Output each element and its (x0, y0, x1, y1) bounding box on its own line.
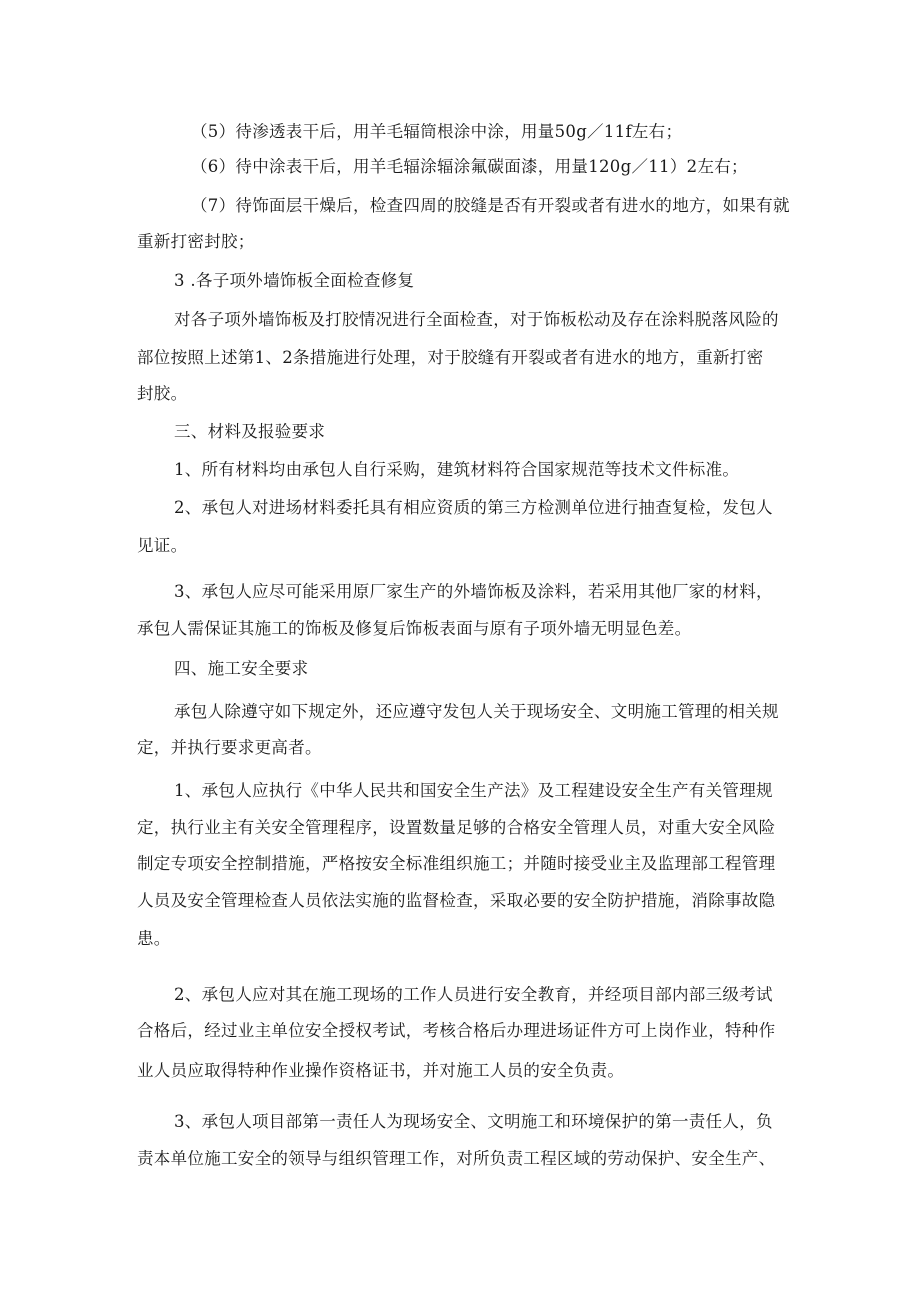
paragraph-line: 3、承包人应尽可能采用原厂家生产的外墙饰板及涂料，若采用其他厂家的材料， (174, 582, 773, 601)
paragraph-line: 患。 (137, 929, 171, 948)
paragraph-line: 重新打密封胶； (137, 232, 255, 251)
paragraph-line: 1、承包人应执行《中华人民共和国安全生产法》及工程建设安全生产有关管理规 (174, 781, 773, 800)
paragraph-line: 业人员应取得特种作业操作资格证书，并对施工人员的安全负责。 (137, 1061, 625, 1080)
paragraph-line: 封胶。 (137, 384, 188, 403)
paragraph-line: 责本单位施工安全的领导与组织管理工作，对所负责工程区域的劳动保护、安全生产、 (137, 1149, 776, 1168)
paragraph-line: 1、所有材料均由承包人自行采购，建筑材料符合国家规范等技术文件标准。 (174, 460, 740, 479)
paragraph-line: 合格后，经过业主单位安全授权考试，考核合格后办理进场证件方可上岗作业，特种作 (137, 1021, 776, 1040)
paragraph-line: （6）待中涂表干后，用羊毛辐涂辐涂氟碳面漆，用量120g／11）2左右； (191, 157, 748, 176)
paragraph-line: 定，执行业主有关安全管理程序，设置数量足够的合格安全管理人员，对重大安全风险 (137, 818, 776, 837)
paragraph-line: 承包人除遵守如下规定外，还应遵守发包人关于现场安全、文明施工管理的相关规 (174, 702, 779, 721)
paragraph-line: 部位按照上述第1、2条措施进行处理，对于胶缝有开裂或者有进水的地方，重新打密 (137, 348, 764, 367)
paragraph-line: 人员及安全管理检查人员依法实施的监督检查，采取必要的安全防护措施，消除事故隐 (137, 891, 776, 910)
paragraph-line: 定，并执行要求更高者。 (137, 738, 322, 757)
paragraph-line: 3、承包人项目部第一责任人为现场安全、文明施工和环境保护的第一责任人，负 (174, 1112, 773, 1131)
paragraph-line: 承包人需保证其施工的饰板及修复后饰板表面与原有子项外墙无明显色差。 (137, 619, 692, 638)
paragraph-line: （5）待渗透表干后，用羊毛辐筒根涂中涂，用量50g／11f左右； (191, 122, 683, 141)
paragraph-line: 见证。 (137, 536, 188, 555)
paragraph-line: 对各子项外墙饰板及打胶情况进行全面检查，对于饰板松动及存在涂料脱落风险的 (174, 310, 779, 329)
paragraph-line: 2、承包人应对其在施工现场的工作人员进行安全教育，并经项目部内部三级考试 (174, 985, 773, 1004)
paragraph-line: 2、承包人对进场材料委托具有相应资质的第三方检测单位进行抽查复检，发包人 (174, 498, 773, 517)
section-heading: 三、材料及报验要求 (174, 422, 326, 441)
paragraph-line: 制定专项安全控制措施，严格按安全标准组织施工；并随时接受业主及监理部工程管理 (137, 854, 776, 873)
paragraph-line: （7）待饰面层干燥后，检查四周的胶缝是否有开裂或者有进水的地方，如果有就 (191, 196, 790, 215)
section-heading: 四、施工安全要求 (174, 659, 309, 678)
section-heading: 3 .各子项外墙饰板全面检查修复 (174, 271, 415, 290)
